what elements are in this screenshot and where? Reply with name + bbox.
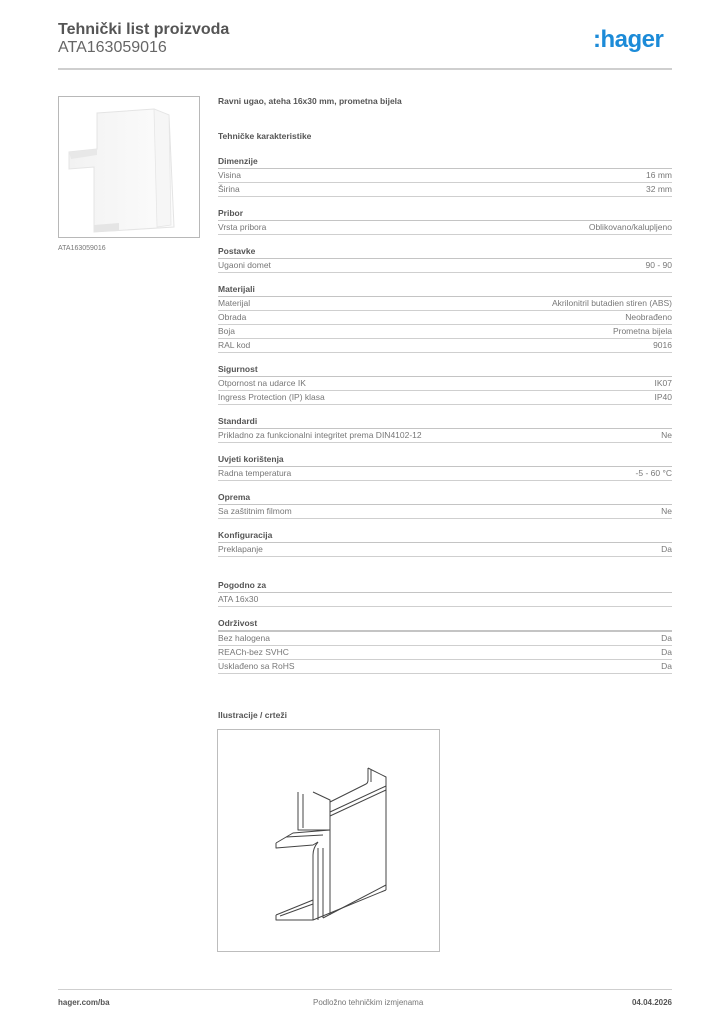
spec-row [218, 169, 672, 183]
spec-list [218, 155, 672, 684]
hager-logo[interactable]: :hager [593, 26, 664, 53]
spec-value: Akrilonitril butadien stiren (ABS) [552, 298, 672, 308]
spec-value: IP40 [654, 392, 672, 402]
section-title: Materijali [218, 283, 672, 297]
footer-divider [58, 989, 672, 990]
section-suitable-for [218, 579, 672, 607]
spec-row [218, 593, 672, 607]
section-safety [218, 363, 672, 405]
spec-value: Da [661, 661, 672, 671]
spec-row [218, 632, 672, 646]
spec-row [218, 467, 672, 481]
spec-value: -5 - 60 °C [635, 468, 672, 478]
spec-label: Visina [218, 170, 241, 180]
spec-value: Prometna bijela [612, 326, 672, 336]
spec-label: Ugaoni domet [218, 260, 271, 270]
spec-row [218, 377, 672, 391]
section-standards [218, 415, 672, 443]
spec-label: REACh-bez SVHC [218, 647, 289, 657]
spec-row [218, 325, 672, 339]
spec-row [218, 311, 672, 325]
spec-row [218, 297, 672, 311]
product-code: ATA163059016 [58, 39, 167, 56]
spec-label: Radna temperatura [218, 468, 292, 478]
spec-row [218, 339, 672, 353]
section-title: Standardi [218, 415, 672, 429]
technical-drawing [217, 729, 440, 952]
section-title: Pogodno za [218, 579, 672, 593]
spec-row [218, 391, 672, 405]
spec-value: 16 mm [646, 170, 672, 180]
spec-label: Usklađeno sa RoHS [218, 661, 295, 671]
spec-value: IK07 [654, 378, 672, 388]
section-title: Oprema [218, 491, 672, 505]
spec-row [218, 221, 672, 235]
section-title: Pribor [218, 207, 672, 221]
section-configuration [218, 529, 672, 557]
section-accessories [218, 207, 672, 235]
spec-value: Da [661, 633, 672, 643]
section-title: Konfiguracija [218, 529, 672, 543]
footer-notice: Podložno tehničkim izmjenama [313, 998, 424, 1007]
section-title: Uvjeti korištenja [218, 453, 672, 467]
angle-piece-photo-icon [59, 97, 199, 237]
spec-label: Obrada [218, 312, 247, 322]
section-materials [218, 283, 672, 353]
spec-label: Širina [218, 184, 240, 194]
spec-row [218, 183, 672, 197]
header-title: Tehnički list proizvoda [58, 21, 230, 38]
section-title: Održivost [218, 617, 672, 632]
spec-row [218, 646, 672, 660]
spacer [218, 567, 672, 579]
spec-label: Vrsta pribora [218, 222, 267, 232]
spec-value: Da [661, 544, 672, 554]
illustrations-title: Ilustracije / crteži [218, 710, 287, 720]
section-title: Postavke [218, 245, 672, 259]
section-sustainability [218, 617, 672, 674]
header-divider [58, 68, 672, 70]
section-title: Dimenzije [218, 155, 672, 169]
product-name: Ravni ugao, ateha 16x30 mm, prometna bijela [218, 96, 402, 106]
spec-label: RAL kod [218, 340, 251, 350]
photo-caption: ATA163059016 [58, 245, 106, 252]
tech-heading: Tehničke karakteristike [218, 131, 312, 141]
spec-label: Sa zaštitnim filmom [218, 506, 292, 516]
spec-row [218, 259, 672, 273]
section-equipment [218, 491, 672, 519]
section-settings [218, 245, 672, 273]
section-usage-conditions [218, 453, 672, 481]
angle-piece-drawing-icon [218, 730, 439, 951]
spec-row [218, 429, 672, 443]
product-photo [58, 96, 200, 238]
spec-label: Materijal [218, 298, 251, 308]
spec-value: Da [661, 647, 672, 657]
footer-website-link[interactable]: hager.com/ba [58, 998, 110, 1007]
spec-row [218, 505, 672, 519]
section-title: Sigurnost [218, 363, 672, 377]
spec-value: 90 - 90 [645, 260, 672, 270]
footer-date: 04.04.2026 [631, 998, 672, 1007]
spec-value: Neobrađeno [625, 312, 672, 322]
spec-value: Ne [661, 506, 672, 516]
spec-label: Prikladno za funkcionalni integritet prema DIN4102-12 [218, 430, 422, 440]
spec-value: 9016 [653, 340, 672, 350]
spec-value: Ne [661, 430, 672, 440]
spec-label: Ingress Protection (IP) klasa [218, 392, 325, 402]
spec-value: 32 mm [646, 184, 672, 194]
spec-label: Boja [218, 326, 236, 336]
spec-label: Preklapanje [218, 544, 263, 554]
spec-row [218, 660, 672, 674]
spec-value: Oblikovano/kalupljeno [588, 222, 672, 232]
spec-label: Bez halogena [218, 633, 270, 643]
section-dimensions [218, 155, 672, 197]
spec-label: ATA 16x30 [218, 594, 259, 604]
spec-row [218, 543, 672, 557]
spec-label: Otpornost na udarce IK [218, 378, 306, 388]
